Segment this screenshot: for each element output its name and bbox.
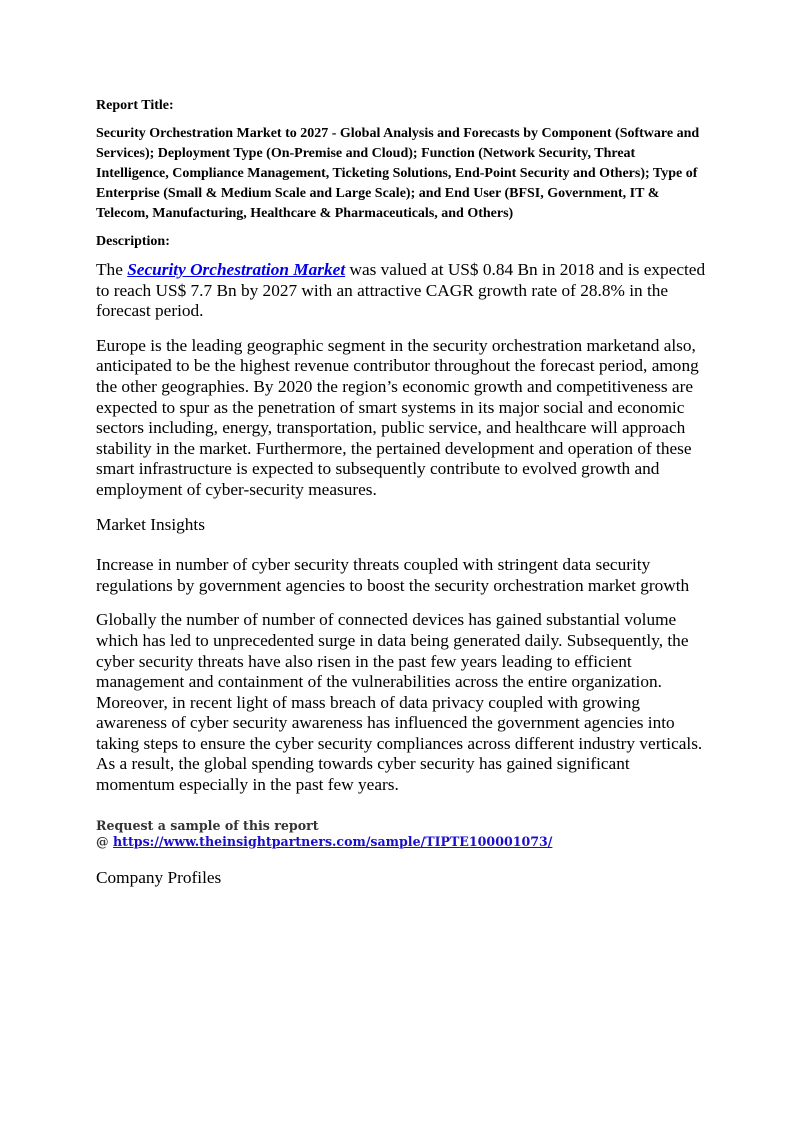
intro-paragraph xyxy=(96,260,706,322)
insight-paragraph-1: Increase in number of cyber security threats coupled with stringent data security regulations by government agencies to boost the security orchestration market growth xyxy=(96,555,690,595)
document-page xyxy=(96,96,706,908)
company-profiles-heading: Company Profiles xyxy=(96,867,222,887)
sample-request xyxy=(96,818,706,850)
insight-paragraph-2: Globally the number of number of connected devices has gained substantial volume which has led to unprecedented surge in data being generated daily. Subsequently, the cyber security threats have also risen in the past few years leading to efficient management and containment of the vulnerabilities across the entire organization. Moreover, in recent light of mass breach of data privacy coupled with growing awareness of cyber security awareness has influenced the government agencies into taking steps to ensure the cyber security compliances across different industry verticals. As a result, the global spending towards cyber security has gained significant momentum especially in the past few years. xyxy=(96,610,703,795)
sample-request-line xyxy=(96,834,706,850)
sample-request-link[interactable]: https://www.theinsightpartners.com/sample/TIPTE100001073/ xyxy=(112,833,553,849)
sample-request-label: Request a sample of this report xyxy=(96,817,319,833)
security-orchestration-market-link[interactable]: Security Orchestration Market xyxy=(127,260,346,279)
intro-prefix: The xyxy=(96,260,128,279)
intro-suffix: was valued at US$ 0.84 Bn in 2018 and is expected to reach US$ 7.7 Bn by 2027 with an attractive CAGR growth rate of 28.8% in the forecast period. xyxy=(96,260,706,321)
description-label: Description: xyxy=(96,234,170,249)
sample-request-at: @ xyxy=(96,833,113,849)
report-title: Security Orchestration Market to 2027 - Global Analysis and Forecasts by Component (Software and Services); Deployment Type (On-Premise and Cloud); Function (Network Security, Threat Intelligence, Compliance Management, Ticketing Solutions, End-Point Security and Others); Type of Enterprise (Small & Medium Scale and Large Scale); and End User (BFSI, Government, IT & Telecom, Manufacturing, Healthcare & Pharmaceuticals, and Others) xyxy=(96,126,700,221)
europe-paragraph: Europe is the leading geographic segment in the security orchestration marketand also, anticipated to be the highest revenue contributor throughout the forecast period, among the other geographies. By 2020 the region’s economic growth and competitiveness are expected to spur as the penetration of smart systems in its major social and economic sectors including, energy, transportation, public service, and healthcare will approach stability in the market. Furthermore, the pertained development and operation of these smart infrastructure is expected to subsequently contribute to evolved growth and employment of cyber-security measures. xyxy=(96,335,699,499)
report-title-label: Report Title: xyxy=(96,98,174,113)
market-insights-heading: Market Insights xyxy=(96,514,205,534)
